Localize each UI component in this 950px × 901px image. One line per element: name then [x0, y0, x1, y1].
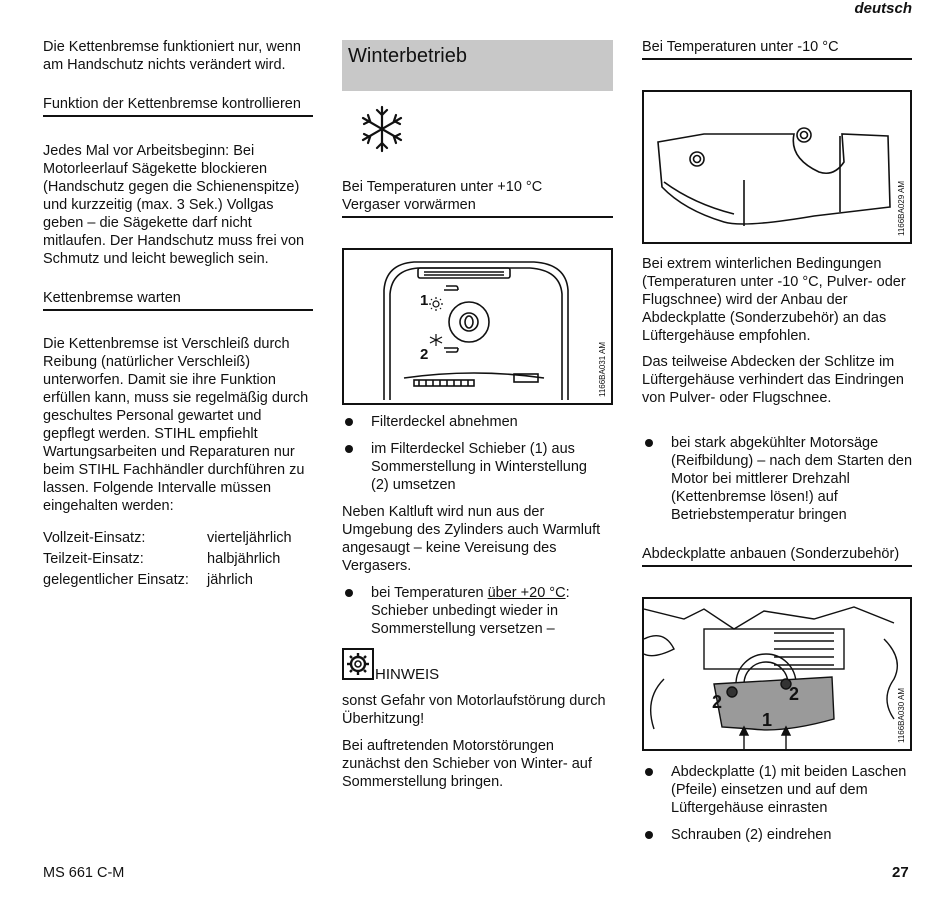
warm-air-text: Neben Kaltluft wird nun aus der Umgebung des Zylinders auch Warmluft angesaugt – keine Vereisung des Vergasers. — [342, 504, 601, 574]
section-title: Winterbetrieb — [342, 40, 613, 91]
bullet-icon — [345, 589, 353, 597]
interval-label: Teilzeit-Einsatz: — [43, 551, 144, 567]
bullet-icon — [645, 768, 653, 776]
snowflake-icon — [360, 104, 404, 159]
cover-plate-illustration — [644, 92, 894, 242]
cold-start-list — [642, 434, 912, 533]
preheat-heading — [342, 178, 613, 218]
maintenance-heading: Kettenbremse warten — [43, 289, 313, 311]
mounting-figure — [642, 597, 912, 751]
emphasized-temperature: über +20 °C — [487, 585, 566, 601]
fault-text: Bei auftretenden Motorstörungen zunächst den Schieber von Winter- auf Sommerstellung bringen. — [342, 738, 592, 790]
list-item: bei stark abgekühlter Motorsäge (Reifbildung) – nach dem Starten den Motor bei mittlerer Drehzahl (Kettenbremse lösen!) auf Betriebstemperatur bringen — [642, 434, 912, 524]
list-item: Schrauben (2) eindrehen — [642, 826, 912, 844]
figure-code: 1166BA029 AM — [897, 180, 906, 236]
interval-value: vierteljährlich — [207, 530, 292, 546]
interval-row — [43, 571, 313, 589]
preheat-heading-line1: Bei Temperaturen unter +10 °C — [342, 179, 543, 195]
list-item: im Filterdeckel Schieber (1) aus Sommerstellung in Winterstellung (2) umsetzen — [342, 440, 613, 494]
list-item: Abdeckplatte (1) mit beiden Laschen (Pfeile) einsetzen und auf dem Lüftergehäuse einrasten — [642, 763, 912, 817]
filter-cover-figure — [342, 248, 613, 405]
figure-code: 1166BA030 AM — [897, 687, 906, 743]
interval-label: Vollzeit-Einsatz: — [43, 530, 146, 546]
preheat-heading-line2: Vergaser vorwärmen — [342, 197, 476, 213]
list-item: bei Temperaturen über +20 °C: Schieber unbedingt wieder in Sommerstellung versetzen – — [342, 584, 613, 638]
figure-label-winter: 2 — [420, 346, 429, 363]
bullet-icon — [645, 439, 653, 447]
intro-text: Die Kettenbremse funktioniert nur, wenn am Handschutz nichts verändert wird. — [43, 39, 301, 73]
notice-gear-icon — [342, 648, 374, 685]
bullet-icon — [345, 418, 353, 426]
bullet-icon — [345, 445, 353, 453]
summer-reset-list — [342, 584, 613, 647]
interval-row — [43, 550, 313, 568]
interval-row — [43, 529, 313, 547]
cover-purpose-text: Das teilweise Abdecken der Schlitze im Lüftergehäuse verhindert das Eindringen von Pulver- oder Flugschnee. — [642, 354, 904, 406]
steps-list — [342, 413, 613, 503]
notice-text: sonst Gefahr von Motorlaufstörung durch Überhitzung! — [342, 693, 606, 727]
figure-label-screw-left: 2 — [712, 692, 723, 712]
cold-heading: Bei Temperaturen unter -10 °C — [642, 38, 912, 60]
mount-heading: Abdeckplatte anbauen (Sonderzubehör) — [642, 545, 912, 567]
mount-steps-list — [642, 763, 912, 853]
check-text: Jedes Mal vor Arbeitsbeginn: Bei Motorleerlauf Sägekette blockieren (Handschutz gegen die Schienenspitze) und kurzzeitig (max. 3 Sek.) Vollgas geben – die Sägekette darf nicht mitlaufen. Der Handschutz muss frei von Schmutz und leicht beweglich sein. — [43, 143, 305, 267]
figure-label-screw-right: 2 — [789, 684, 800, 704]
cover-plate-figure — [642, 90, 912, 244]
bullet-icon — [645, 831, 653, 839]
maintenance-text: Die Kettenbremse ist Verschleiß durch Reibung (natürlicher Verschleiß) unterworfen. Damit sie ihre Funktion erfüllen kann, muss sie regelmäßig durch geschultes Personal gewartet und gepflegt werden. STIHL empfiehlt Wartungsarbeiten und Reparaturen nur beim STIHL Fachhändler durchführen zu lassen. Folgende Intervalle müssen eingehalten werden: — [43, 336, 309, 514]
figure-label-plate: 1 — [762, 710, 773, 730]
list-item: Filterdeckel abnehmen — [342, 413, 613, 431]
check-heading: Funktion der Kettenbremse kontrollieren — [43, 95, 313, 117]
interval-value: halbjährlich — [207, 551, 281, 567]
figure-code: 1166BA031 AM — [598, 341, 607, 397]
filter-cover-illustration — [344, 250, 611, 403]
figure-label-summer: 1 — [420, 292, 429, 309]
notice-label: HINWEIS — [375, 666, 440, 683]
interval-table — [43, 529, 313, 589]
language-label: deutsch — [854, 0, 912, 17]
page-number: 27 — [892, 864, 909, 881]
footer-model: MS 661 C-M — [43, 865, 125, 881]
extreme-conditions-text: Bei extrem winterlichen Bedingungen (Temperaturen unter -10 °C, Pulver- oder Flugschnee) wird der Anbau der Abdeckplatte (Sonderzubehör) an das Lüftergehäuse empfohlen. — [642, 256, 906, 344]
interval-label: gelegentlicher Einsatz: — [43, 572, 189, 588]
mounting-illustration — [644, 599, 910, 749]
interval-value: jährlich — [207, 572, 253, 588]
